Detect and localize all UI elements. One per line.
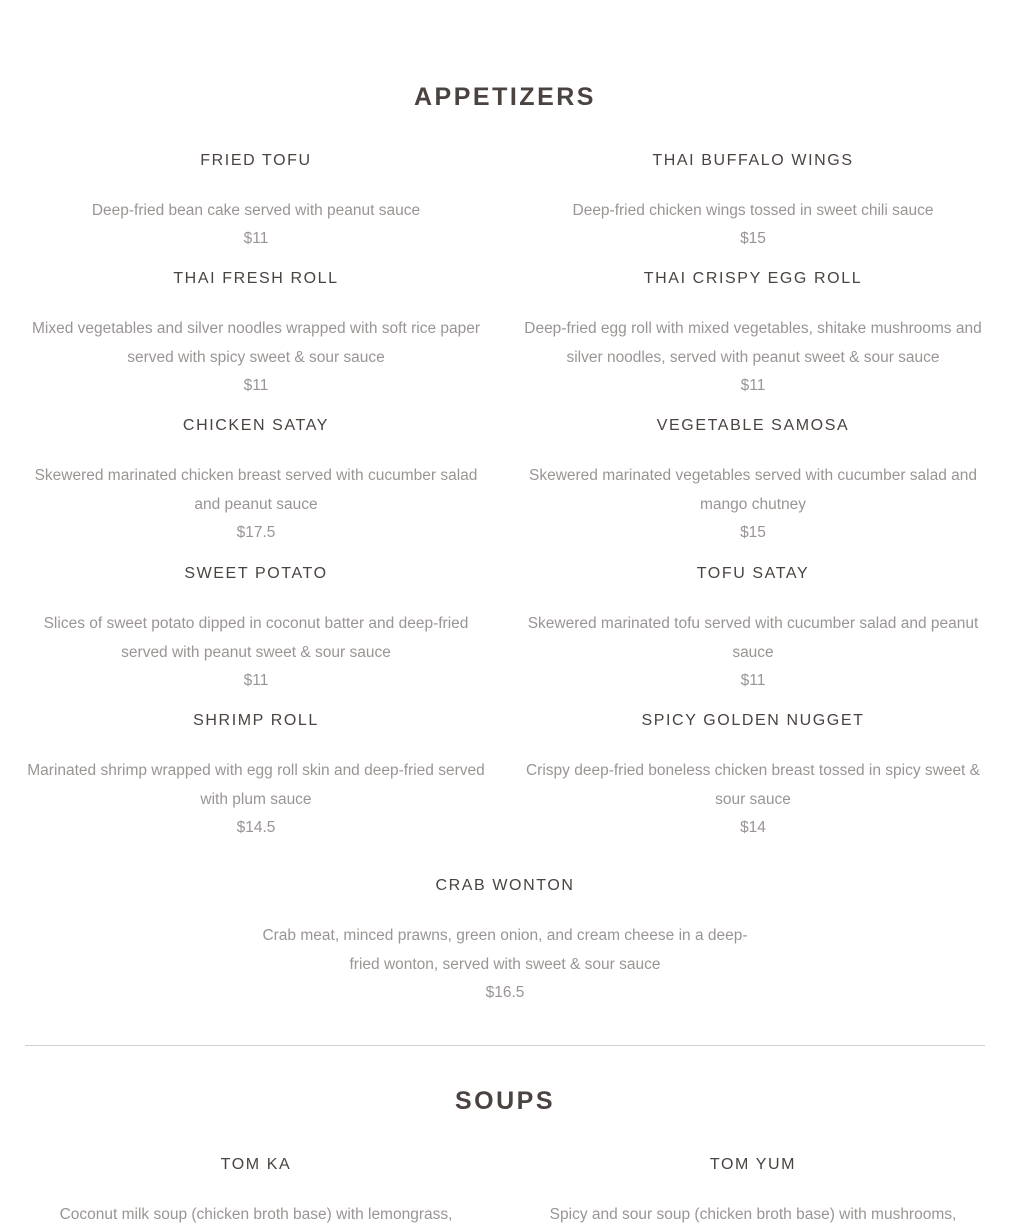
item-name: CRAB WONTON <box>435 877 575 894</box>
item-price: $14.5 <box>236 819 276 836</box>
item-name: SPICY GOLDEN NUGGET <box>641 712 865 729</box>
item-price: $16.5 <box>485 984 525 1001</box>
item-name: THAI FRESH ROLL <box>173 270 339 287</box>
menu-item-fried-tofu <box>21 151 491 253</box>
item-name: TOM YUM <box>709 1156 797 1173</box>
item-price: $14 <box>740 819 766 836</box>
menu-item-vegetable-samosa <box>518 416 988 547</box>
item-name: VEGETABLE SAMOSA <box>656 417 850 434</box>
menu-item-chicken-satay <box>21 416 491 547</box>
item-description: Deep-fried egg roll with mixed vegetables, shitake mushrooms and silver noodles, served with peanut sweet & sour sauce <box>524 320 982 366</box>
item-price: $17.5 <box>236 524 276 541</box>
item-price: $11 <box>243 672 269 689</box>
item-description: Slices of sweet potato dipped in coconut batter and deep-fried served with peanut sweet & sour sauce <box>43 615 469 661</box>
item-price: $15 <box>740 524 766 541</box>
item-name: TOFU SATAY <box>696 565 810 582</box>
item-name: TOM KA <box>220 1156 292 1173</box>
menu-item-sweet-potato <box>21 564 491 695</box>
item-description: Deep-fried bean cake served with peanut sauce <box>91 202 421 219</box>
item-description: Spicy and sour soup (chicken broth base) with mushrooms, <box>549 1206 957 1223</box>
menu-item-tom-ka <box>21 1155 491 1229</box>
item-description: Deep-fried chicken wings tossed in sweet chili sauce <box>572 202 934 219</box>
item-description: Crab meat, minced prawns, green onion, and cream cheese in a deep-fried wonton, served with sweet & sour sauce <box>262 927 748 973</box>
menu-item-tofu-satay <box>518 564 988 695</box>
item-price: $11 <box>243 230 269 247</box>
item-description: Mixed vegetables and silver noodles wrapped with soft rice paper served with spicy sweet & sour sauce <box>31 320 481 366</box>
item-description: Skewered marinated chicken breast served with cucumber salad and peanut sauce <box>34 467 478 513</box>
item-description: Marinated shrimp wrapped with egg roll skin and deep-fried served with plum sauce <box>27 762 485 808</box>
section-divider <box>25 1045 985 1046</box>
menu-item-thai-buffalo-wings <box>518 151 988 253</box>
item-name: THAI BUFFALO WINGS <box>652 152 854 169</box>
item-description: Coconut milk soup (chicken broth base) with lemongrass, <box>59 1206 453 1223</box>
item-description: Skewered marinated vegetables served with cucumber salad and mango chutney <box>528 467 978 513</box>
item-description: Crispy deep-fried boneless chicken breast tossed in spicy sweet & sour sauce <box>525 762 981 808</box>
menu-item-shrimp-roll <box>21 711 491 842</box>
menu-item-thai-crispy-egg-roll <box>518 269 988 400</box>
item-description: Skewered marinated tofu served with cucumber salad and peanut sauce <box>527 615 979 661</box>
item-name: SWEET POTATO <box>184 565 328 582</box>
item-name: FRIED TOFU <box>200 152 312 169</box>
menu-item-crab-wonton <box>255 876 755 1007</box>
menu-item-tom-yum <box>518 1155 988 1229</box>
item-name: THAI CRISPY EGG ROLL <box>643 270 863 287</box>
item-price: $15 <box>740 230 766 247</box>
menu-item-spicy-golden-nugget <box>518 711 988 842</box>
menu-item-thai-fresh-roll <box>21 269 491 400</box>
item-price: $11 <box>740 377 766 394</box>
item-name: CHICKEN SATAY <box>182 417 330 434</box>
item-price: $11 <box>740 672 766 689</box>
item-name: SHRIMP ROLL <box>193 712 319 729</box>
item-price: $11 <box>243 377 269 394</box>
soups-heading: SOUPS <box>454 1087 556 1115</box>
appetizers-heading: APPETIZERS <box>414 83 596 111</box>
